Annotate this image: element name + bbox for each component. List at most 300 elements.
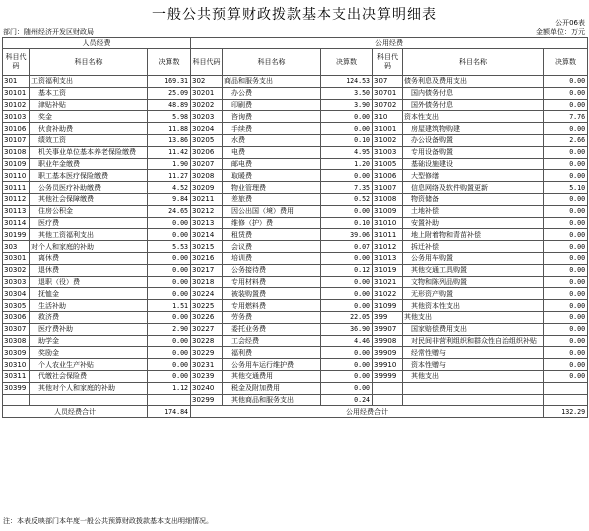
cell-name: 绩效工资 [30, 134, 148, 146]
cell-amount [544, 382, 588, 394]
form-number: 公开06表 [555, 19, 585, 27]
cell-code: 30215 [191, 241, 223, 253]
cell-amount: 0.00 [544, 276, 588, 288]
cell-name: 职工基本医疗保险缴费 [30, 170, 148, 182]
cell-code: 30204 [191, 123, 223, 135]
cell-amount: 4.46 [321, 335, 373, 347]
cell-amount: 0.00 [544, 146, 588, 158]
cell-code: 30203 [191, 111, 223, 123]
table-row [3, 382, 588, 394]
table-row [3, 229, 588, 241]
cell-name: 生活补助 [30, 300, 148, 312]
cell-name: 电费 [223, 146, 321, 158]
cell-name: 代缴社会保险费 [30, 370, 148, 382]
cell-amount: 0.00 [148, 370, 191, 382]
expenditure-table [2, 37, 588, 418]
cell-name: 医疗费补助 [30, 323, 148, 335]
cell-name: 公务接待费 [223, 264, 321, 276]
cell-code: 30103 [3, 111, 30, 123]
cell-name: 个人农业生产补贴 [30, 359, 148, 371]
cell-code [3, 394, 30, 406]
cell-amount: 1.20 [321, 158, 373, 170]
cell-name: 伙食补助费 [30, 123, 148, 135]
table-row [3, 193, 588, 205]
cell-name: 培训费 [223, 252, 321, 264]
cell-code: 302 [191, 76, 223, 88]
cell-code: 30216 [191, 252, 223, 264]
cell-code: 31019 [373, 264, 403, 276]
table-row [3, 264, 588, 276]
cell-code: 30306 [3, 311, 30, 323]
cell-name: 取暖费 [223, 170, 321, 182]
cell-amount: 0.00 [544, 370, 588, 382]
cell-amount: 0.00 [321, 347, 373, 359]
cell-name: 国内债务付息 [403, 87, 544, 99]
cell-code: 30211 [191, 193, 223, 205]
cell-name: 奖励金 [30, 347, 148, 359]
cell-name: 退休费 [30, 264, 148, 276]
cell-amount: 5.53 [148, 241, 191, 253]
cell-amount: 4.95 [321, 146, 373, 158]
table-row [3, 323, 588, 335]
cell-code: 31003 [373, 146, 403, 158]
cell-name: 土地补偿 [403, 205, 544, 217]
cell-amount: 0.00 [321, 252, 373, 264]
cell-code: 30305 [3, 300, 30, 312]
cell-name: 地上附着物和青苗补偿 [403, 229, 544, 241]
cell-code: 31006 [373, 170, 403, 182]
cell-amount: 0.00 [321, 288, 373, 300]
cell-name: 抚恤金 [30, 288, 148, 300]
cell-amount: 0.00 [148, 359, 191, 371]
cell-code [373, 394, 403, 406]
col-amount-header: 决算数 [544, 49, 588, 76]
cell-code: 30110 [3, 170, 30, 182]
cell-name: 印刷费 [223, 99, 321, 111]
cell-amount: 5.98 [148, 111, 191, 123]
cell-amount: 0.00 [321, 370, 373, 382]
table-row [3, 276, 588, 288]
cell-name: 其他工资福利支出 [30, 229, 148, 241]
cell-code: 30201 [191, 87, 223, 99]
cell-amount: 0.00 [544, 99, 588, 111]
cell-name: 债务利息及费用支出 [403, 76, 544, 88]
cell-code: 30229 [191, 347, 223, 359]
cell-name: 会议费 [223, 241, 321, 253]
cell-code: 307 [373, 76, 403, 88]
col-code-header: 科目代码 [3, 49, 30, 76]
cell-name: 其他对个人和家庭的补助 [30, 382, 148, 394]
cell-code: 30299 [191, 394, 223, 406]
cell-code: 30309 [3, 347, 30, 359]
totals-row [3, 406, 588, 418]
cell-amount: 2.90 [148, 323, 191, 335]
table-row [3, 300, 588, 312]
cell-code: 30212 [191, 205, 223, 217]
cell-code: 30310 [3, 359, 30, 371]
cell-name: 资本性赠与 [403, 359, 544, 371]
cell-name: 工资福利支出 [30, 76, 148, 88]
cell-amount: 11.42 [148, 146, 191, 158]
cell-code: 30240 [191, 382, 223, 394]
cell-code: 39999 [373, 370, 403, 382]
cell-code: 30112 [3, 193, 30, 205]
cell-code: 31002 [373, 134, 403, 146]
cell-code: 30102 [3, 99, 30, 111]
cell-amount: 11.88 [148, 123, 191, 135]
cell-name: 物业管理费 [223, 182, 321, 194]
cell-name: 租赁费 [223, 229, 321, 241]
table-row [3, 134, 588, 146]
col-code-header: 科目代码 [373, 49, 403, 76]
cell-code: 31021 [373, 276, 403, 288]
cell-code: 31022 [373, 288, 403, 300]
cell-amount: 0.00 [544, 241, 588, 253]
cell-name: 机关事业单位基本养老保险缴费 [30, 146, 148, 158]
cell-code: 30205 [191, 134, 223, 146]
cell-code: 30214 [191, 229, 223, 241]
cell-amount: 0.00 [544, 87, 588, 99]
cell-code: 30227 [191, 323, 223, 335]
cell-name [403, 382, 544, 394]
cell-amount: 0.00 [148, 276, 191, 288]
public-total-value: 132.29 [544, 406, 588, 418]
cell-code: 30111 [3, 182, 30, 194]
cell-code: 30101 [3, 87, 30, 99]
cell-code: 30114 [3, 217, 30, 229]
cell-amount: 24.65 [148, 205, 191, 217]
cell-amount: 5.10 [544, 182, 588, 194]
cell-code: 30399 [3, 382, 30, 394]
cell-amount: 13.86 [148, 134, 191, 146]
table-row [3, 99, 588, 111]
cell-amount: 25.09 [148, 87, 191, 99]
cell-code: 30308 [3, 335, 30, 347]
cell-name: 经常性赠与 [403, 347, 544, 359]
cell-amount: 0.00 [544, 300, 588, 312]
cell-amount: 0.00 [321, 359, 373, 371]
cell-code: 30109 [3, 158, 30, 170]
cell-name: 信息网络及软件购置更新 [403, 182, 544, 194]
table-row [3, 359, 588, 371]
cell-name: 咨询费 [223, 111, 321, 123]
cell-amount: 169.31 [148, 76, 191, 88]
cell-name: 被装购置费 [223, 288, 321, 300]
cell-name: 资本性支出 [403, 111, 544, 123]
personnel-total-value: 174.84 [148, 406, 191, 418]
cell-amount: 0.00 [544, 323, 588, 335]
public-total-label: 公用经费合计 [191, 406, 544, 418]
cell-name: 医疗费 [30, 217, 148, 229]
col-amount-header: 决算数 [321, 49, 373, 76]
cell-name: 其他交通工具购置 [403, 264, 544, 276]
col-name-header: 科目名称 [223, 49, 321, 76]
cell-amount: 0.00 [148, 335, 191, 347]
cell-code: 30208 [191, 170, 223, 182]
cell-name: 其他支出 [403, 370, 544, 382]
cell-amount: 2.66 [544, 134, 588, 146]
cell-name: 拆迁补偿 [403, 241, 544, 253]
cell-code: 31012 [373, 241, 403, 253]
cell-code: 39909 [373, 347, 403, 359]
cell-name: 劳务费 [223, 311, 321, 323]
cell-amount: 0.00 [321, 205, 373, 217]
cell-amount: 11.27 [148, 170, 191, 182]
table-row [3, 252, 588, 264]
cell-amount: 0.00 [148, 229, 191, 241]
cell-amount: 0.00 [544, 264, 588, 276]
header-row-columns [3, 49, 588, 76]
cell-amount: 1.90 [148, 158, 191, 170]
cell-name: 差旅费 [223, 193, 321, 205]
cell-name: 对民间非营利组织和群众性自治组织补贴 [403, 335, 544, 347]
table-row [3, 87, 588, 99]
cell-code: 30113 [3, 205, 30, 217]
table-row [3, 205, 588, 217]
cell-amount: 0.00 [148, 217, 191, 229]
cell-name: 福利费 [223, 347, 321, 359]
cell-amount: 0.52 [321, 193, 373, 205]
table-row [3, 347, 588, 359]
table-row [3, 241, 588, 253]
cell-name: 公务用车运行维护费 [223, 359, 321, 371]
table-row [3, 182, 588, 194]
cell-code: 30311 [3, 370, 30, 382]
cell-code: 30303 [3, 276, 30, 288]
cell-code: 39910 [373, 359, 403, 371]
cell-name: 维修（护）费 [223, 217, 321, 229]
cell-amount [148, 394, 191, 406]
col-amount-header: 决算数 [148, 49, 191, 76]
cell-name: 公务员医疗补助缴费 [30, 182, 148, 194]
personnel-total-label: 人员经费合计 [3, 406, 148, 418]
header-row-group [3, 38, 588, 49]
cell-amount: 0.24 [321, 394, 373, 406]
cell-name: 水费 [223, 134, 321, 146]
cell-name: 公务用车购置 [403, 252, 544, 264]
cell-name: 其他商品和服务支出 [223, 394, 321, 406]
cell-code: 30224 [191, 288, 223, 300]
cell-name: 离休费 [30, 252, 148, 264]
cell-name: 专用燃料费 [223, 300, 321, 312]
cell-amount: 0.00 [544, 252, 588, 264]
cell-amount: 0.10 [321, 134, 373, 146]
cell-code: 30206 [191, 146, 223, 158]
cell-name: 退职（役）费 [30, 276, 148, 288]
cell-code: 31099 [373, 300, 403, 312]
cell-code: 30228 [191, 335, 223, 347]
cell-code: 31005 [373, 158, 403, 170]
cell-code: 31001 [373, 123, 403, 135]
table-row [3, 123, 588, 135]
cell-amount: 0.00 [321, 111, 373, 123]
cell-code: 30217 [191, 264, 223, 276]
cell-name: 大型修缮 [403, 170, 544, 182]
cell-name: 文物和陈列品购置 [403, 276, 544, 288]
table-row [3, 394, 588, 406]
cell-name: 国家赔偿费用支出 [403, 323, 544, 335]
cell-code: 30701 [373, 87, 403, 99]
cell-code: 30106 [3, 123, 30, 135]
cell-amount: 0.00 [544, 229, 588, 241]
cell-code: 31011 [373, 229, 403, 241]
cell-amount: 7.35 [321, 182, 373, 194]
cell-amount: 9.84 [148, 193, 191, 205]
cell-name: 救济费 [30, 311, 148, 323]
cell-name: 安置补助 [403, 217, 544, 229]
table-row [3, 370, 588, 382]
cell-amount: 0.00 [321, 382, 373, 394]
public-header: 公用经费 [191, 38, 588, 49]
unit-label: 金额单位：万元 [536, 28, 585, 36]
cell-name: 委托业务费 [223, 323, 321, 335]
cell-amount: 0.00 [544, 347, 588, 359]
cell-name: 国外债务付息 [403, 99, 544, 111]
cell-amount: 0.00 [321, 123, 373, 135]
table-row [3, 217, 588, 229]
cell-amount: 0.00 [148, 347, 191, 359]
cell-code: 31009 [373, 205, 403, 217]
cell-name [30, 394, 148, 406]
cell-amount: 0.00 [148, 311, 191, 323]
cell-code: 30702 [373, 99, 403, 111]
cell-name: 物资储备 [403, 193, 544, 205]
cell-code: 399 [373, 311, 403, 323]
cell-code: 30218 [191, 276, 223, 288]
cell-name: 助学金 [30, 335, 148, 347]
cell-amount: 0.00 [544, 311, 588, 323]
cell-amount: 0.00 [321, 276, 373, 288]
cell-amount: 0.00 [544, 123, 588, 135]
cell-code: 30231 [191, 359, 223, 371]
cell-amount: 0.00 [148, 264, 191, 276]
cell-code: 310 [373, 111, 403, 123]
cell-name: 因公出国（境）费用 [223, 205, 321, 217]
table-row [3, 311, 588, 323]
cell-name: 无形资产购置 [403, 288, 544, 300]
cell-amount: 3.50 [321, 87, 373, 99]
cell-name: 办公设备购置 [403, 134, 544, 146]
cell-name: 专用设备购置 [403, 146, 544, 158]
cell-amount: 1.12 [148, 382, 191, 394]
cell-amount: 0.00 [544, 205, 588, 217]
cell-name: 专用材料费 [223, 276, 321, 288]
page-title: 一般公共预算财政拨款基本支出决算明细表 [152, 7, 437, 23]
table-row [3, 158, 588, 170]
cell-amount: 4.52 [148, 182, 191, 194]
cell-code: 39908 [373, 335, 403, 347]
cell-code [373, 382, 403, 394]
cell-code: 30202 [191, 99, 223, 111]
cell-amount: 0.00 [148, 252, 191, 264]
cell-code: 30209 [191, 182, 223, 194]
cell-amount: 1.51 [148, 300, 191, 312]
table-row [3, 170, 588, 182]
cell-code: 30199 [3, 229, 30, 241]
cell-name: 手续费 [223, 123, 321, 135]
cell-code: 30307 [3, 323, 30, 335]
col-name-header: 科目名称 [403, 49, 544, 76]
cell-amount: 3.90 [321, 99, 373, 111]
cell-code: 31010 [373, 217, 403, 229]
cell-code: 30304 [3, 288, 30, 300]
cell-amount: 0.00 [544, 76, 588, 88]
cell-amount: 0.00 [544, 288, 588, 300]
cell-name: 办公费 [223, 87, 321, 99]
cell-code: 30225 [191, 300, 223, 312]
footnote: 注：本表反映部门本年度一般公共预算财政拨款基本支出明细情况。 [3, 517, 213, 525]
col-code-header: 科目代码 [191, 49, 223, 76]
cell-name: 住房公积金 [30, 205, 148, 217]
cell-amount: 0.00 [544, 193, 588, 205]
department-label: 部门：随州经济开发区财政局 [3, 28, 94, 36]
cell-name: 基础设施建设 [403, 158, 544, 170]
cell-amount: 0.00 [544, 158, 588, 170]
cell-code: 30108 [3, 146, 30, 158]
cell-code: 30226 [191, 311, 223, 323]
cell-name: 职业年金缴费 [30, 158, 148, 170]
cell-amount: 36.90 [321, 323, 373, 335]
cell-amount: 39.06 [321, 229, 373, 241]
cell-name: 基本工资 [30, 87, 148, 99]
table-row [3, 111, 588, 123]
cell-name [403, 394, 544, 406]
cell-amount: 0.07 [321, 241, 373, 253]
cell-name: 其他资本性支出 [403, 300, 544, 312]
table-row [3, 76, 588, 88]
cell-name: 其他交通费用 [223, 370, 321, 382]
cell-amount: 0.10 [321, 217, 373, 229]
cell-code: 30213 [191, 217, 223, 229]
cell-code: 39907 [373, 323, 403, 335]
cell-amount: 0.00 [544, 170, 588, 182]
cell-amount: 0.00 [544, 335, 588, 347]
col-name-header: 科目名称 [30, 49, 148, 76]
cell-amount: 0.12 [321, 264, 373, 276]
cell-name: 邮电费 [223, 158, 321, 170]
cell-name: 房屋建筑物购建 [403, 123, 544, 135]
cell-name: 其他社会保障缴费 [30, 193, 148, 205]
cell-amount: 7.76 [544, 111, 588, 123]
cell-code: 30301 [3, 252, 30, 264]
cell-amount: 0.00 [321, 300, 373, 312]
cell-name: 对个人和家庭的补助 [30, 241, 148, 253]
cell-amount: 0.00 [544, 217, 588, 229]
cell-code: 31008 [373, 193, 403, 205]
cell-amount: 124.53 [321, 76, 373, 88]
cell-code: 30239 [191, 370, 223, 382]
cell-name: 津贴补贴 [30, 99, 148, 111]
table-row [3, 146, 588, 158]
cell-code: 30302 [3, 264, 30, 276]
cell-amount: 22.05 [321, 311, 373, 323]
cell-name: 其他支出 [403, 311, 544, 323]
cell-name: 税金及附加费用 [223, 382, 321, 394]
cell-name: 工会经费 [223, 335, 321, 347]
cell-code: 30207 [191, 158, 223, 170]
table-row [3, 288, 588, 300]
cell-code: 303 [3, 241, 30, 253]
cell-amount: 48.89 [148, 99, 191, 111]
table-row [3, 335, 588, 347]
cell-code: 301 [3, 76, 30, 88]
cell-amount: 0.00 [148, 288, 191, 300]
cell-amount [544, 394, 588, 406]
cell-amount: 0.00 [544, 359, 588, 371]
personnel-header: 人员经费 [3, 38, 191, 49]
cell-amount: 0.00 [321, 170, 373, 182]
cell-code: 30107 [3, 134, 30, 146]
